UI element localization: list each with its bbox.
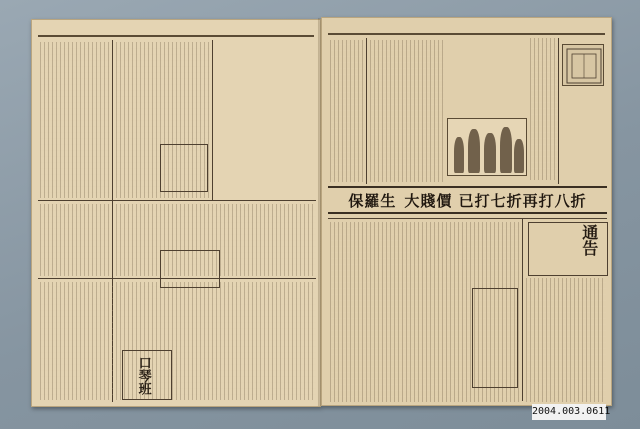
section-rule	[328, 218, 607, 219]
newspaper-seal-image	[562, 44, 604, 86]
boxed-article-qinyuan	[160, 144, 208, 192]
column-rule	[558, 38, 559, 184]
figure-shape	[484, 133, 496, 173]
article-text-block	[370, 40, 444, 182]
banner-brand: 保羅生	[348, 191, 397, 210]
banner-sale-text: 大賤價 已打七折再打八折	[404, 191, 587, 210]
figure-shape	[468, 129, 480, 173]
article-text-block	[40, 204, 110, 276]
column-rule	[522, 218, 523, 401]
newspaper-page-right	[321, 17, 612, 406]
article-text-block	[526, 278, 606, 402]
ad-kouqin-title: 口琴班	[135, 356, 151, 395]
article-text-block	[40, 42, 110, 198]
article-text-block	[330, 40, 364, 182]
section-rule	[38, 200, 316, 201]
catalog-number-label: 2004.003.0611	[532, 404, 606, 420]
masthead-left	[38, 24, 314, 37]
newspaper-page-left	[31, 19, 321, 407]
figure-shape	[500, 127, 512, 173]
seal-icon	[563, 45, 605, 87]
sale-banner	[328, 186, 607, 214]
column-rule	[366, 38, 367, 184]
figure-shape	[514, 139, 524, 173]
masthead-right	[328, 22, 605, 35]
notice-title: 通告	[579, 224, 599, 256]
article-text-block	[530, 38, 558, 180]
figure-shape	[454, 137, 464, 173]
article-text-block	[40, 282, 316, 400]
theatre-illustration	[447, 118, 527, 176]
boxed-article-lower	[472, 288, 518, 388]
notice-box	[528, 222, 608, 276]
column-rule	[212, 40, 213, 200]
boxed-article-nanyu	[160, 250, 220, 288]
